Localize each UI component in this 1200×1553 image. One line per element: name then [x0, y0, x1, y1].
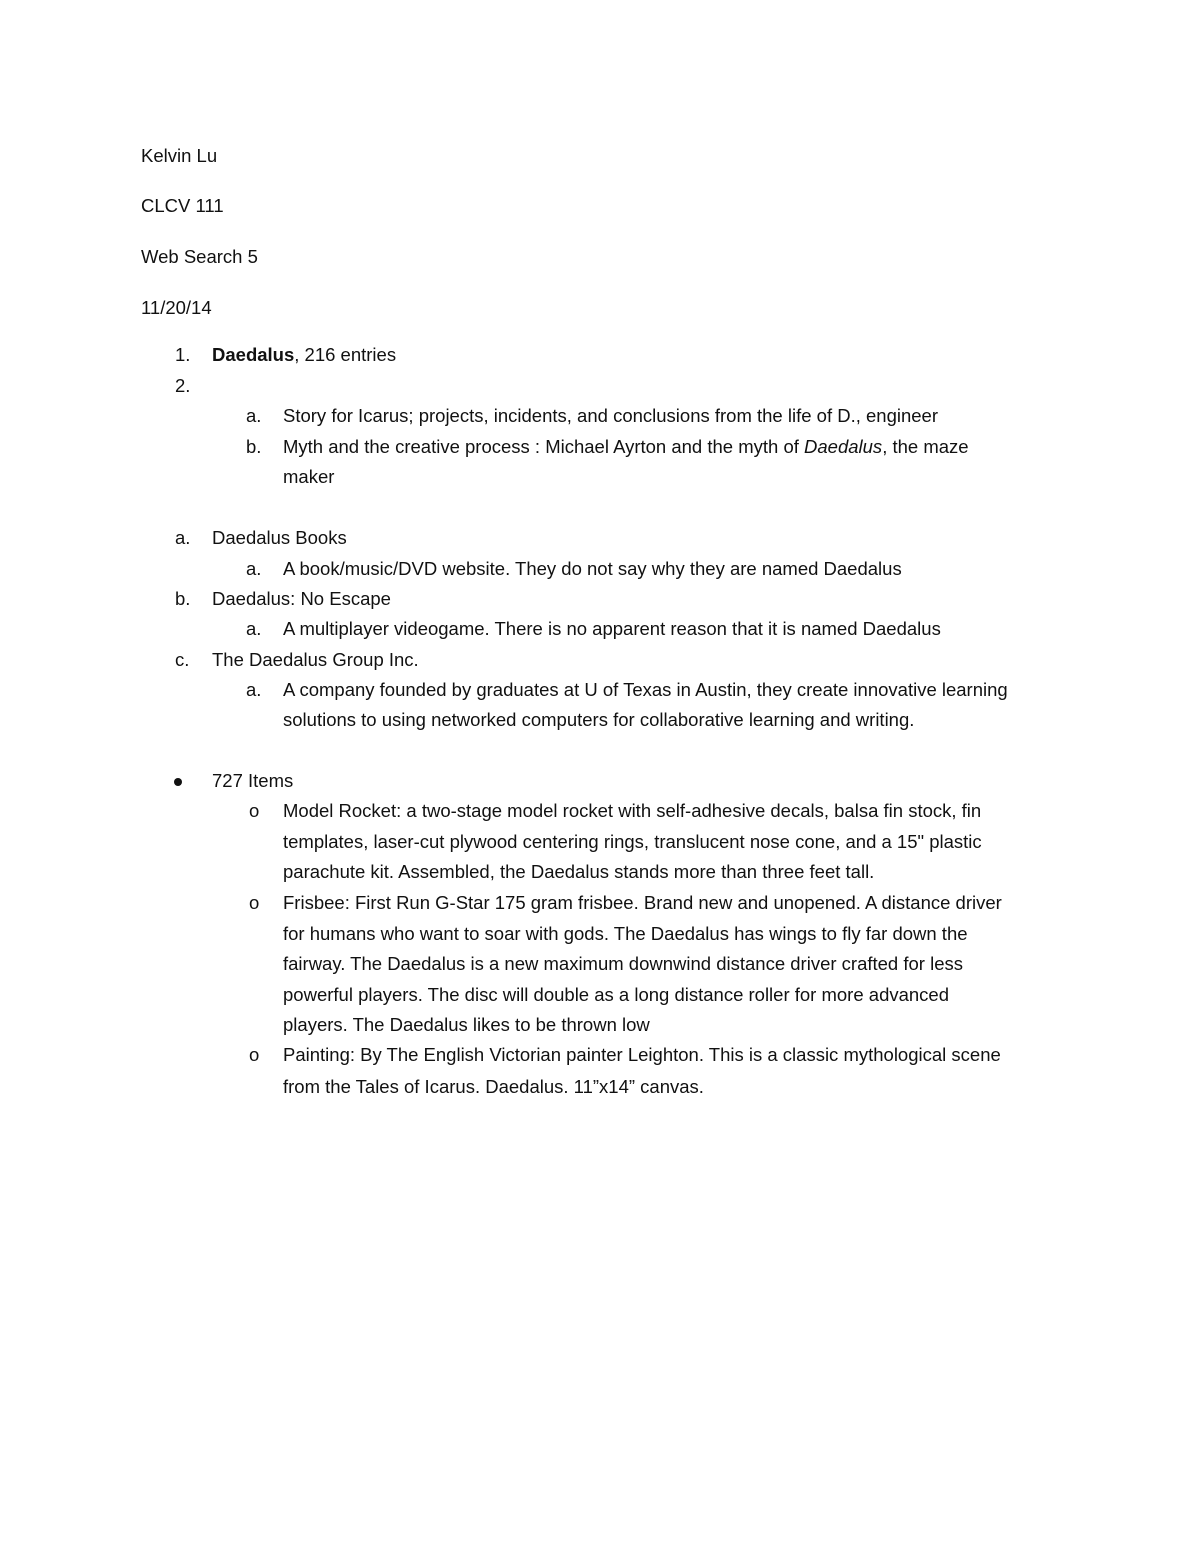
list-marker: a. — [246, 618, 262, 639]
item-italic-text: Daedalus — [804, 436, 883, 457]
list-item: Frisbee: First Run G-Star 175 gram frisbee. Brand new and unopened. A distance driver — [283, 892, 1002, 913]
list-item-continuation: solutions to using networked computers for collaborative learning and writing. — [283, 709, 915, 730]
list-item: The Daedalus Group Inc. — [212, 649, 419, 670]
item-bold-text: Daedalus — [212, 344, 295, 365]
list-item — [283, 436, 969, 458]
list-marker: o — [249, 1044, 260, 1065]
author-name: Kelvin Lu — [141, 145, 218, 166]
list-item: A company founded by graduates at U of Texas in Austin, they create innovative learning — [283, 679, 1008, 700]
item-text: , 216 entries — [294, 344, 397, 365]
list-marker: 2. — [175, 375, 191, 396]
list-item-continuation: templates, laser-cut plywood centering rings, translucent nose cone, and a 15" plastic — [283, 831, 982, 852]
list-marker: 1. — [175, 344, 191, 365]
list-item: A book/music/DVD website. They do not say why they are named Daedalus — [283, 558, 902, 579]
list-item-continuation: parachute kit. Assembled, the Daedalus stands more than three feet tall. — [283, 861, 875, 882]
list-item-continuation: players. The Daedalus likes to be thrown low — [283, 1014, 650, 1035]
list-marker: b. — [175, 588, 191, 609]
list-marker: a. — [246, 558, 262, 579]
list-marker: a. — [246, 679, 262, 700]
item-text: , the maze — [882, 436, 969, 457]
list-item-continuation: maker — [283, 466, 335, 487]
list-item: Daedalus: No Escape — [212, 588, 391, 609]
document-date: 11/20/14 — [141, 297, 212, 318]
list-marker: a. — [246, 405, 262, 426]
list-item: Model Rocket: a two-stage model rocket with self-adhesive decals, balsa fin stock, fin — [283, 800, 982, 821]
list-item: Story for Icarus; projects, incidents, and conclusions from the life of D., engineer — [283, 405, 939, 426]
list-item: Painting: By The English Victorian painter Leighton. This is a classic mythological scene — [283, 1044, 1001, 1065]
course-code: CLCV 111 — [141, 195, 224, 216]
item-text: Myth and the creative process : Michael Ayrton and the myth of — [283, 436, 805, 457]
list-item: Daedalus Books — [212, 527, 347, 548]
list-marker: c. — [175, 649, 190, 670]
list-item-continuation: powerful players. The disc will double as a long distance roller for more advanced — [283, 984, 950, 1005]
list-item-continuation: from the Tales of Icarus. Daedalus. 11”x14” canvas. — [283, 1076, 704, 1097]
list-marker: o — [249, 800, 260, 821]
bullet-dot-icon — [174, 778, 182, 786]
assignment-title: Web Search 5 — [141, 246, 258, 267]
list-item: 727 Items — [212, 770, 294, 791]
list-item-continuation: fairway. The Daedalus is a new maximum downwind distance driver crafted for less — [283, 953, 963, 974]
list-item: A multiplayer videogame. There is no apparent reason that it is named Daedalus — [283, 618, 941, 639]
list-marker: b. — [246, 436, 262, 457]
list-marker: o — [249, 892, 260, 913]
list-item-continuation: for humans who want to soar with gods. The Daedalus has wings to fly far down the — [283, 923, 968, 944]
list-item — [212, 344, 396, 366]
list-marker: a. — [175, 527, 191, 548]
bullet-marker — [174, 769, 182, 791]
